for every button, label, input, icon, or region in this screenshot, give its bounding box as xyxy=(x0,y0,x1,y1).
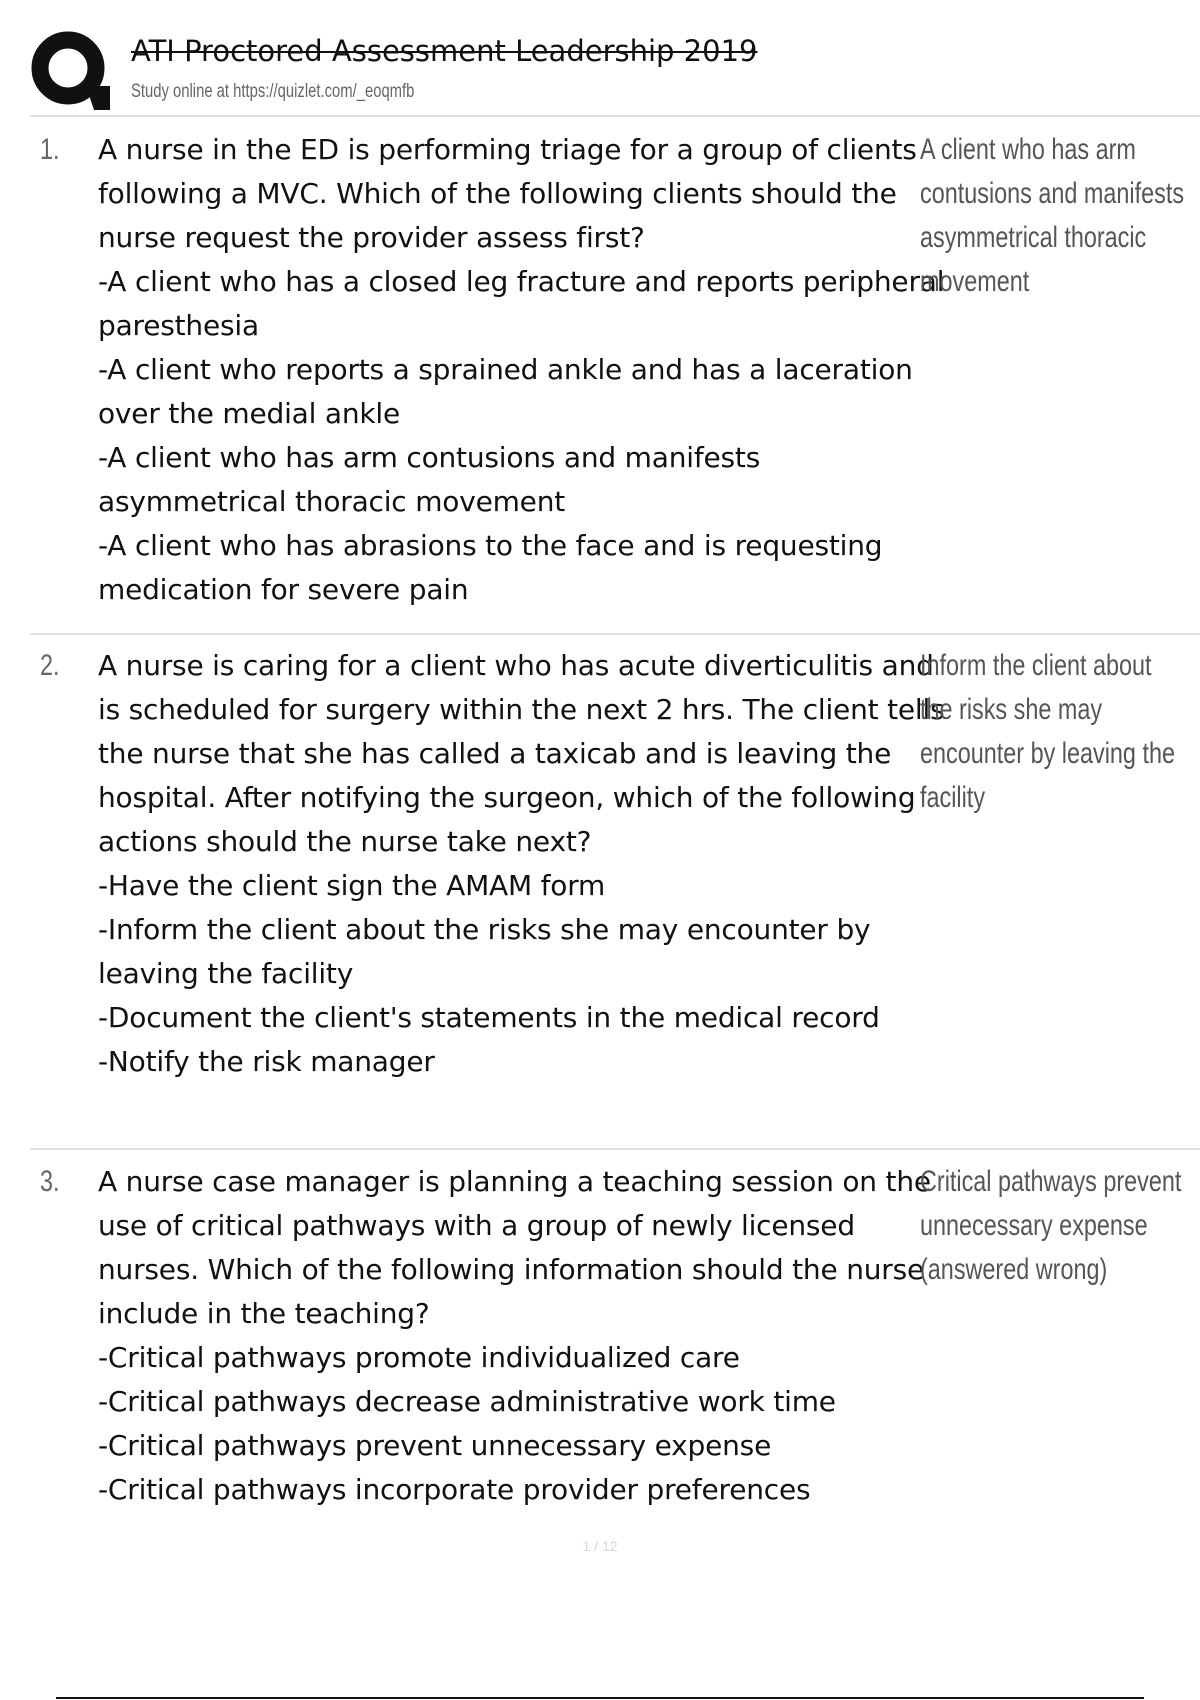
question-stem: A nurse in the ED is performing triage for a group of clients following a MVC. Which of the following clients should the nurse request the provider assess first? xyxy=(98,133,917,254)
quizlet-q-logo-icon xyxy=(30,30,112,112)
answer-option: -Critical pathways promote individualized care xyxy=(98,1341,740,1374)
answer-option: -A client who reports a sprained ankle and has a laceration over the medial ankle xyxy=(98,353,913,430)
card-answer xyxy=(920,644,1185,820)
card-question xyxy=(98,128,948,612)
question-stem: A nurse is caring for a client who has acute diverticulitis and is scheduled for surgery within the next 2 hrs. The client tells the nurse that she has called a taxicab and is leaving the hospital. After notifying the surgeon, which of the following actions should the nurse take next? xyxy=(98,649,945,858)
answer-text: Inform the client about the risks she may encounter by leaving the facility xyxy=(920,649,1175,814)
answer-option: -A client who has a closed leg fracture and reports peripheral paresthesia xyxy=(98,265,945,342)
answer-option: -Inform the client about the risks she may encounter by leaving the facility xyxy=(98,913,871,990)
answer-option: -Notify the risk manager xyxy=(98,1045,435,1078)
answer-option: -A client who has abrasions to the face and is requesting medication for severe pain xyxy=(98,529,883,606)
answer-text: Critical pathways prevent unnecessary expense (answered wrong) xyxy=(920,1165,1182,1286)
answer-option: -Critical pathways decrease administrative work time xyxy=(98,1385,836,1418)
card-number: 2. xyxy=(40,649,60,682)
study-online-url: Study online at https://quizlet.com/_eoqmfb xyxy=(131,81,415,102)
question-stem: A nurse case manager is planning a teaching session on the use of critical pathways with a group of newly licensed nurses. Which of the following information should the nurse include in the teaching? xyxy=(98,1165,931,1330)
card-question xyxy=(98,644,948,1084)
card-number: 1. xyxy=(40,133,60,166)
card-divider xyxy=(30,633,1200,635)
card-divider xyxy=(30,1148,1200,1150)
answer-text: A client who has arm contusions and manifests asymmetrical thoracic movement xyxy=(920,133,1185,298)
answer-option: -A client who has arm contusions and manifests asymmetrical thoracic movement xyxy=(98,441,761,518)
answer-option: -Critical pathways incorporate provider preferences xyxy=(98,1473,811,1506)
card-answer xyxy=(920,128,1185,304)
footer-rule xyxy=(56,1697,1144,1699)
document-title: ATI Proctored Assessment Leadership 2019 xyxy=(131,34,758,68)
answer-option: -Have the client sign the AMAM form xyxy=(98,869,606,902)
answer-option: -Critical pathways prevent unnecessary expense xyxy=(98,1429,772,1462)
page-number: 1 / 12 xyxy=(582,1538,618,1554)
answer-option: -Document the client's statements in the medical record xyxy=(98,1001,880,1034)
card-question xyxy=(98,1160,948,1512)
card-number: 3. xyxy=(40,1165,60,1198)
card-answer xyxy=(920,1160,1185,1292)
document-header xyxy=(30,28,1140,113)
header-divider xyxy=(30,115,1200,117)
